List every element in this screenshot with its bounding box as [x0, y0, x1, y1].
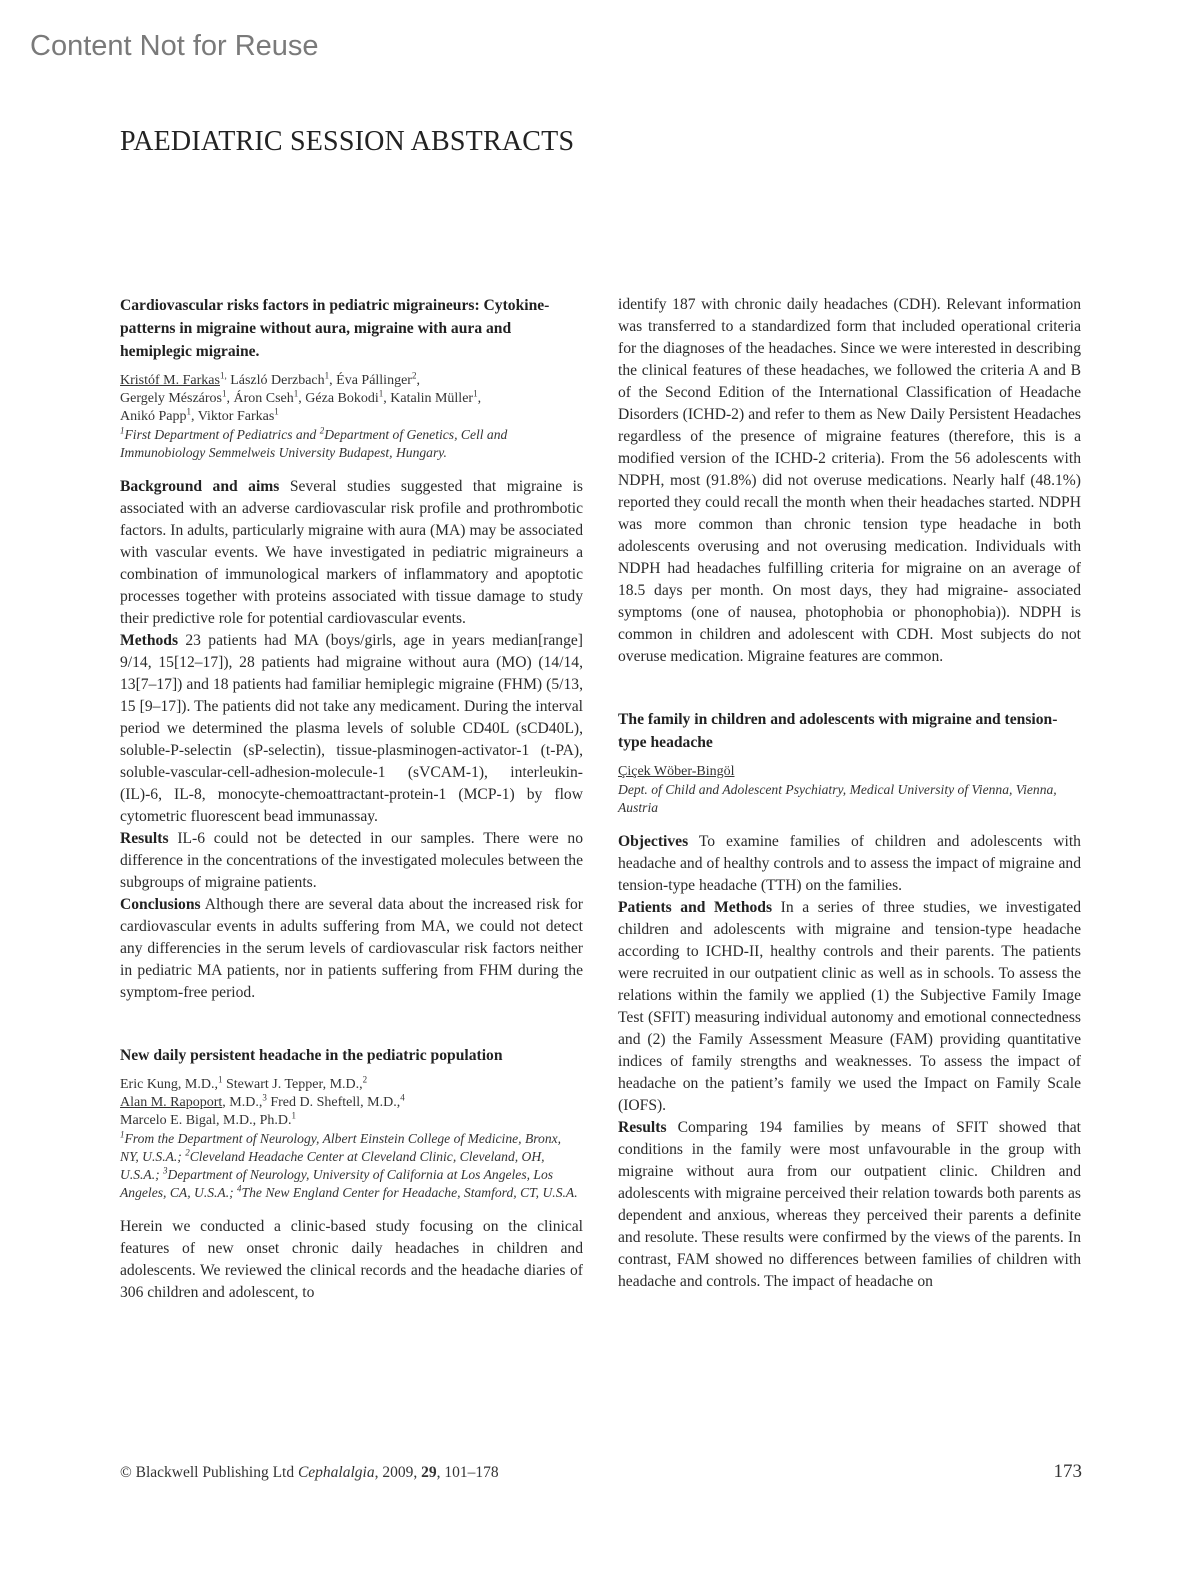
section-objectives: Objectives To examine families of children and adolescents with headache and of healthy controls and to assess the impact of migraine and tension-type headache (TTH) on the families.	[618, 833, 1081, 894]
author: Áron Cseh	[233, 391, 294, 406]
abstract-title: New daily persistent headache in the pediatric population	[120, 1047, 503, 1064]
affiliation: $^1$From the Department of Neurology, Albert Einstein College of Medicine, Bronx, NY, U.S.A.; $^2$Cleveland Headache Center at Cleveland Clinic, Cleveland, OH, U.S.A.; $^3$Department of Neurology, University of California at Los Angeles, Los Angeles, CA, U.S.A.; $^4$The New England Center for Headache, Stamford, CT, U.S.A.	[120, 1129, 578, 1200]
section-results: Results IL-6 could not be detected in our samples. There were no difference in the concentrations of the investigated molecules between the subgroups of migraine patients.	[120, 830, 583, 891]
right-column	[618, 294, 1081, 1293]
section-conclusions: Conclusions Although there are several data about the increased risk for cardiovascular events in adults suffering from MA, we could not detect any differencies in the serum levels of cardiovascular risk factors neither in pediatric MA patients, nor in patients suffering from FHM during the symptom-free period.	[120, 896, 584, 1001]
section-background: Background and aims Several studies suggested that migraine is associated with an adverse cardiovascular risk profile and prothrombotic factors. In adults, particularly migraine with aura (MA) may be associated with vascular events. We have investigated in pediatric migraineurs a combination of immunological markers of inflammatory and apoptotic processes together with proteins associated with tissue damage to study their predictive role for potential cardiovascular events.	[120, 478, 584, 627]
abstract-cardiovascular	[120, 294, 583, 1004]
author-list: Kristóf M. Farkas$^{1,}$ László Derzbach$^1$, Éva Pállinger$^2$, Gergely Mészáros$^1$, Áron Cseh$^1$, Géza Bokodi$^1$, Katalin Müller$^1$, Anikó Papp$^1$, Viktor Farkas$^1$	[120, 370, 482, 424]
author: László Derzbach	[230, 373, 325, 388]
abstract-title: Cardiovascular risks factors in pediatric migraineurs: Cytokine-patterns in migraine without aura, migraine with aura and hemiplegic migraine.	[120, 297, 550, 360]
copyright-line: © Blackwell Publishing Ltd Cephalalgia, 2009, 29, 101–178	[120, 1464, 499, 1481]
journal-name: Cephalalgia	[297, 1464, 375, 1481]
section-results: Results Comparing 194 families by means of SFIT showed that conditions in the family were most unfavourable in the group with migraine without aura from our outpatient clinic. Children and adolescents with migraine perceived their relation towards both parents as dependent and anxious, whereas they perceived their parents a definite and resolute. These results were confirmed by the views of the parents. In contrast, FAM showed no differences between families of children with headache and controls. The impact of headache on	[618, 1119, 1082, 1290]
author-list	[618, 763, 1081, 781]
abstract-ndph	[120, 1044, 583, 1304]
author: Éva Pállinger	[336, 373, 412, 388]
author-list: Eric Kung, M.D.,$^1$ Stewart J. Tepper, M.D.,$^2$ Alan M. Rapoport, M.D.,$^3$ Fred D. Sheftell, M.D.,$^4$ Marcelo E. Bigal, M.D., Ph.D.$^1$	[120, 1074, 405, 1128]
affiliation: $^1$First Department of Pediatrics and $^2$Department of Genetics, Cell and Immunobiology Semmelweis University Budapest, Hungary.	[120, 425, 508, 460]
volume: 29	[421, 1464, 437, 1481]
author: Katalin Müller	[390, 391, 474, 406]
author: Gergely Mészáros	[120, 391, 222, 406]
watermark: Content Not for Reuse	[30, 30, 319, 62]
author: Géza Bokodi	[305, 391, 379, 406]
abstract-title: The family in children and adolescents with migraine and tension-type headache	[618, 711, 1058, 751]
page-number: 173	[1053, 1461, 1082, 1482]
section-patients-methods: Patients and Methods In a series of three studies, we investigated children and adolescents with migraine and tension-type headache according to ICHD-II, healthy controls and their parents. The patients were recruited in our outpatient clinic as well as in schools. To assess the relations within the family we applied (1) the Subjective Family Image Test (SFIT) measuring individual autonomy and emotional connectedness and (2) the Family Assessment Measure (FAM) providing quantitative indices of family strengths and weaknesses. To assess the impact of headache on the patient’s family we used the Impact on Family Scale (IOFS).	[618, 899, 1081, 1114]
author-presenting: Kristóf M. Farkas	[120, 373, 220, 388]
author: Anikó Papp	[120, 409, 187, 424]
author: Viktor Farkas	[197, 409, 275, 424]
section-title: PAEDIATRIC SESSION ABSTRACTS	[120, 126, 575, 157]
section-methods: Methods 23 patients had MA (boys/girls, age in years median[range] 9/14, 15[12–17]), 28 patients had migraine without aura (MO) (14/14, 13[7–17]) and 18 patients had familiar hemiplegic migraine (FHM) (5/13, 15 [9–17]). The patients did not take any medicament. During the interval period we determined the plasma levels of soluble CD40L (sCD40L), soluble-P-selectin (sP-selectin), tissue-plasminogen-activator-1 (t-PA), soluble-vascular-cell-adhesion-molecule-1 (sVCAM-1), interleukin-(IL)-6, IL-8, monocyte-chemoattractant-protein-1 (MCP-1) by flow cytometric fluorescent bead immunassay.	[120, 632, 583, 825]
abstract-family	[618, 708, 1081, 1293]
author-presenting: Çiçek Wöber-Bingöl	[618, 764, 735, 779]
abstract-body-continued: identify 187 with chronic daily headaches (CDH). Relevant information was transferred to a standardized form that included operational criteria for the diagnoses of the headaches. Since we were interested in describing the clinical features of these headaches, we followed the criteria A and B of the Second Edition of the International Classification of Headache Disorders (ICHD-2) and refer to them as New Daily Persistent Headaches regardless of the presence of migraine features (therefore, this is a modified version of the ICHD-2 criteria). From the 56 adolescents with NDPH, most (91.8%) did not overuse medications. Nearly half (48.1%) reported they could recall the month when their headaches started. NDPH was more common than chronic tension type headache in both adolescents overusing and not overusing medication. Individuals with NDPH had headaches fulfilling criteria for migraine on an average of 18.5 days per month. On most days, they had migraine- associated symptoms (one of nausea, photophobia or phonophobia)). NDPH is common in children and adolescent with CDH. Most subjects do not overuse medication. Migraine features are common.	[618, 296, 1081, 665]
abstract-body: Herein we conducted a clinic-based study focusing on the clinical features of new onset chronic daily headaches in children and adolescents. We reviewed the clinical records and the headache diaries of 306 children and adolescent, to	[120, 1218, 583, 1301]
affiliation: Dept. of Child and Adolescent Psychiatry, Medical University of Vienna, Vienna, Austria	[618, 782, 1057, 815]
author-presenting: Alan M. Rapoport	[120, 1095, 223, 1110]
left-column	[120, 294, 583, 1304]
